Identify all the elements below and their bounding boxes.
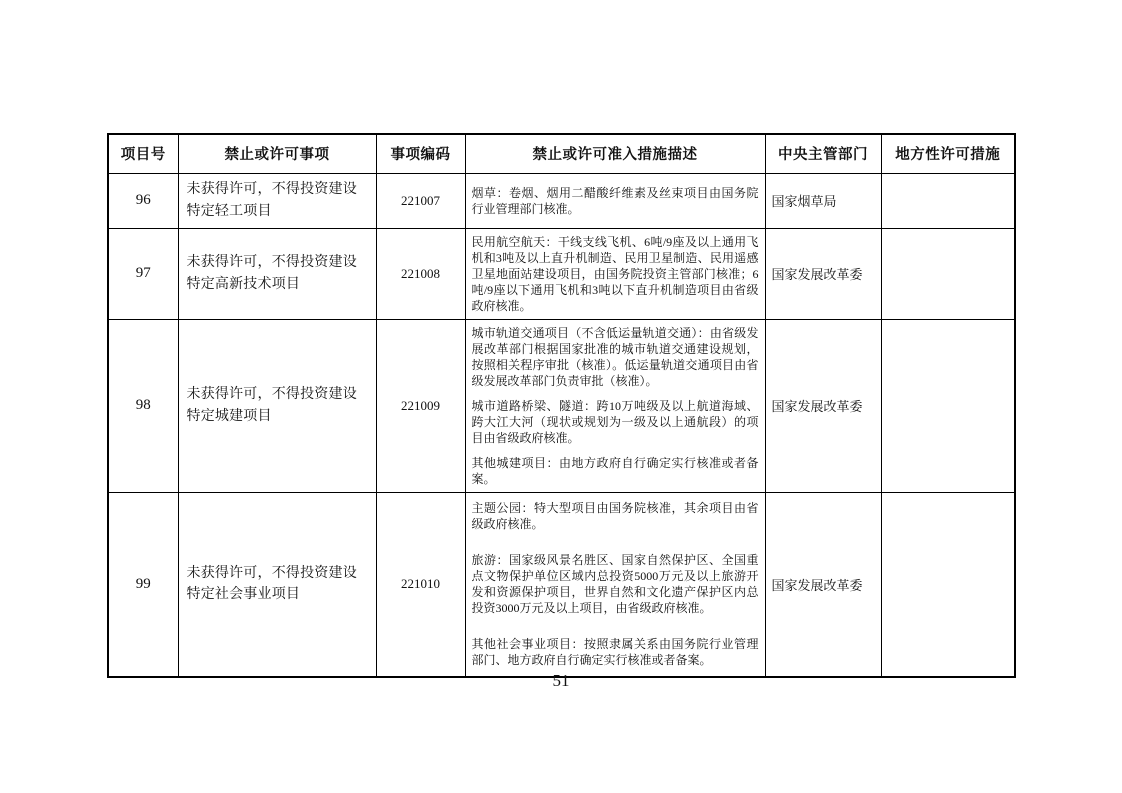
cell-project-number: 97 <box>108 228 178 319</box>
header-cell-local-measures: 地方性许可措施 <box>881 134 1015 173</box>
page-number: 51 <box>552 671 570 690</box>
cell-central-dept: 国家发展改革委 <box>765 492 881 677</box>
description-paragraph: 主题公园：特大型项目由国务院核准，其余项目由省级政府核准。 <box>471 501 759 532</box>
cell-central-dept: 国家烟草局 <box>765 173 881 228</box>
cell-project-number: 98 <box>108 319 178 492</box>
header-cell-item-code: 事项编码 <box>376 134 465 173</box>
description-paragraph: 城市轨道交通项目（不含低运量轨道交通）：由省级发展改革部门根据国家批准的城市轨道交通建设规划，按照相关程序审批（核准）。低运量轨道交通项目由省级发展改革部门负责审批（核准）。 <box>471 325 759 388</box>
cell-prohibited-item: 未获得许可，不得投资建设特定高新技术项目 <box>178 228 376 319</box>
cell-local-measures <box>881 492 1015 677</box>
header-cell-central-dept: 中央主管部门 <box>765 134 881 173</box>
description-paragraph: 其他城建项目：由地方政府自行确定实行核准或者备案。 <box>471 455 759 486</box>
cell-central-dept: 国家发展改革委 <box>765 319 881 492</box>
cell-project-number: 99 <box>108 492 178 677</box>
description-paragraph: 其他社会事业项目：按照隶属关系由国务院行业管理部门、地方政府自行确定实行核准或者备案。 <box>471 637 759 668</box>
header-cell-measure-description: 禁止或许可准入措施描述 <box>465 134 765 173</box>
cell-prohibited-item: 未获得许可，不得投资建设特定轻工项目 <box>178 173 376 228</box>
table-row <box>108 492 1015 677</box>
cell-item-code: 221007 <box>376 173 465 228</box>
table-row <box>108 173 1015 228</box>
cell-item-code: 221010 <box>376 492 465 677</box>
cell-prohibited-item: 未获得许可，不得投资建设特定城建项目 <box>178 319 376 492</box>
cell-project-number: 96 <box>108 173 178 228</box>
cell-measure-description <box>465 228 765 319</box>
cell-measure-description <box>465 173 765 228</box>
table-row <box>108 228 1015 319</box>
header-cell-project-number: 项目号 <box>108 134 178 173</box>
table-header-row <box>108 134 1015 173</box>
description-paragraph: 城市道路桥梁、隧道：跨10万吨级及以上航道海域、跨大江大河（现状或规划为一级及以上通航段）的项目由省级政府核准。 <box>471 398 759 445</box>
regulation-table <box>107 133 1016 678</box>
cell-local-measures <box>881 228 1015 319</box>
description-paragraph: 民用航空航天：干线支线飞机、6吨/9座及以上通用飞机和3吨及以上直升机制造、民用卫星制造、民用遥感卫星地面站建设项目，由国务院投资主管部门核准；6吨/9座以下通用飞机和3吨以下直升机制造项目由省级政府核准。 <box>471 234 759 313</box>
cell-item-code: 221009 <box>376 319 465 492</box>
cell-local-measures <box>881 319 1015 492</box>
description-paragraph: 烟草：卷烟、烟用二醋酸纤维素及丝束项目由国务院行业管理部门核准。 <box>471 185 759 216</box>
header-cell-prohibited-or-permitted-item: 禁止或许可事项 <box>178 134 376 173</box>
cell-measure-description <box>465 492 765 677</box>
cell-measure-description <box>465 319 765 492</box>
cell-prohibited-item: 未获得许可，不得投资建设特定社会事业项目 <box>178 492 376 677</box>
description-paragraph: 旅游：国家级风景名胜区、国家自然保护区、全国重点文物保护单位区域内总投资5000万元及以上旅游开发和资源保护项目，世界自然和文化遗产保护区内总投资3000万元及以上项目，由省级政府核准。 <box>471 553 759 616</box>
cell-item-code: 221008 <box>376 228 465 319</box>
table-row <box>108 319 1015 492</box>
cell-central-dept: 国家发展改革委 <box>765 228 881 319</box>
cell-local-measures <box>881 173 1015 228</box>
